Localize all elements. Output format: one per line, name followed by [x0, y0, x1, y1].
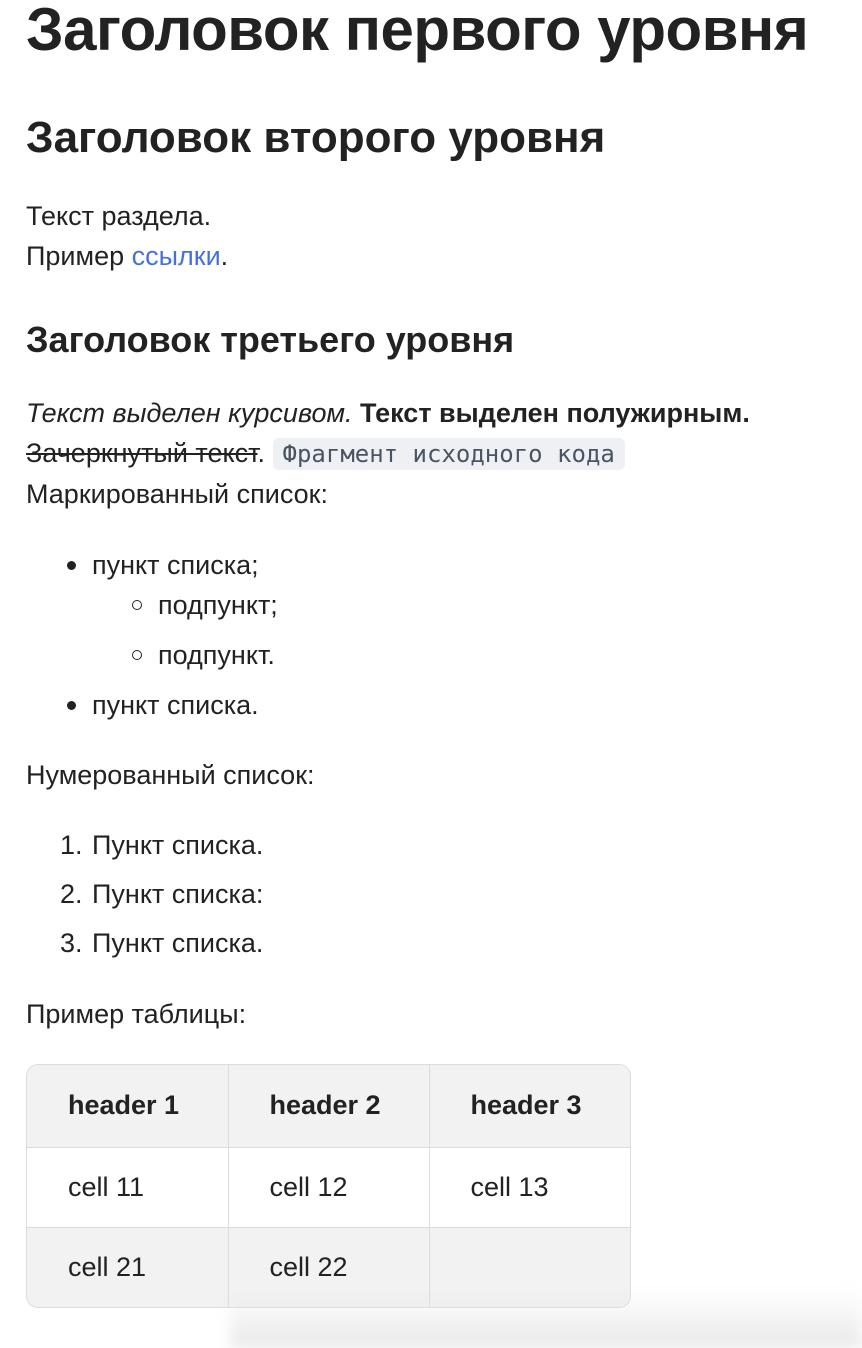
item-number: 3.	[60, 928, 83, 958]
table-cell: cell 13	[429, 1147, 630, 1227]
table-cell: cell 21	[27, 1227, 228, 1307]
formatting-paragraph	[26, 393, 750, 514]
bulleted-list	[26, 545, 278, 735]
table-cell: cell 22	[228, 1227, 429, 1307]
bullet-disc-icon	[67, 561, 76, 570]
example-table	[26, 1064, 631, 1308]
list-item-text: пункт списка;	[92, 550, 259, 580]
link-suffix: .	[220, 241, 229, 271]
inline-code: Фрагмент исходного кода	[273, 438, 625, 470]
table	[27, 1065, 630, 1307]
emphasis-line	[26, 393, 750, 433]
numbered-item	[26, 923, 263, 963]
heading-level-2: Заголовок второго уровня	[26, 113, 606, 162]
heading-level-1: Заголовок первого уровня	[26, 0, 809, 63]
strike-suffix: .	[257, 438, 265, 468]
nested-list-item	[92, 585, 278, 625]
numbered-item	[26, 874, 263, 914]
list-item-text: пункт списка.	[92, 690, 259, 720]
bullet-disc-icon	[67, 701, 76, 710]
bottom-shadow	[230, 1290, 862, 1348]
strikethrough-text: Зачеркнутый текст	[26, 438, 258, 468]
numbered-item	[26, 825, 263, 865]
numbered-item-text: Пункт списка.	[92, 928, 264, 958]
bullet-intro: Маркированный список:	[26, 479, 328, 509]
nested-list-item	[92, 635, 278, 675]
link-prefix: Пример	[26, 241, 132, 271]
nested-item-text: подпункт;	[158, 590, 278, 620]
table-header-cell: header 3	[429, 1065, 630, 1147]
nested-list	[92, 585, 278, 675]
list-item	[26, 685, 278, 725]
example-link[interactable]: ссылки	[131, 241, 221, 271]
table-cell: cell 12	[228, 1147, 429, 1227]
table-cell: cell 11	[27, 1147, 228, 1227]
numbered-item-text: Пункт списка:	[92, 879, 264, 909]
table-header-cell: header 2	[228, 1065, 429, 1147]
numbered-intro: Нумерованный список:	[26, 760, 315, 790]
link-line	[26, 236, 228, 276]
bullet-circle-icon	[132, 600, 142, 610]
list-item	[26, 545, 278, 675]
numbered-item-text: Пункт списка.	[92, 830, 264, 860]
table-row	[27, 1147, 630, 1227]
nested-item-text: подпункт.	[158, 640, 275, 670]
section-paragraph	[26, 196, 228, 276]
strike-code-line	[26, 433, 750, 474]
item-number: 2.	[60, 879, 83, 909]
numbered-list	[26, 825, 263, 972]
table-header-row	[27, 1065, 630, 1147]
table-header-cell: header 1	[27, 1065, 228, 1147]
bold-text: Текст выделен полужирным.	[359, 398, 750, 428]
item-number: 1.	[60, 830, 83, 860]
section-text: Текст раздела.	[26, 201, 212, 231]
table-intro: Пример таблицы:	[26, 999, 247, 1029]
bullet-circle-icon	[132, 650, 142, 660]
heading-level-3: Заголовок третьего уровня	[26, 319, 515, 360]
italic-text: Текст выделен курсивом.	[26, 398, 353, 428]
